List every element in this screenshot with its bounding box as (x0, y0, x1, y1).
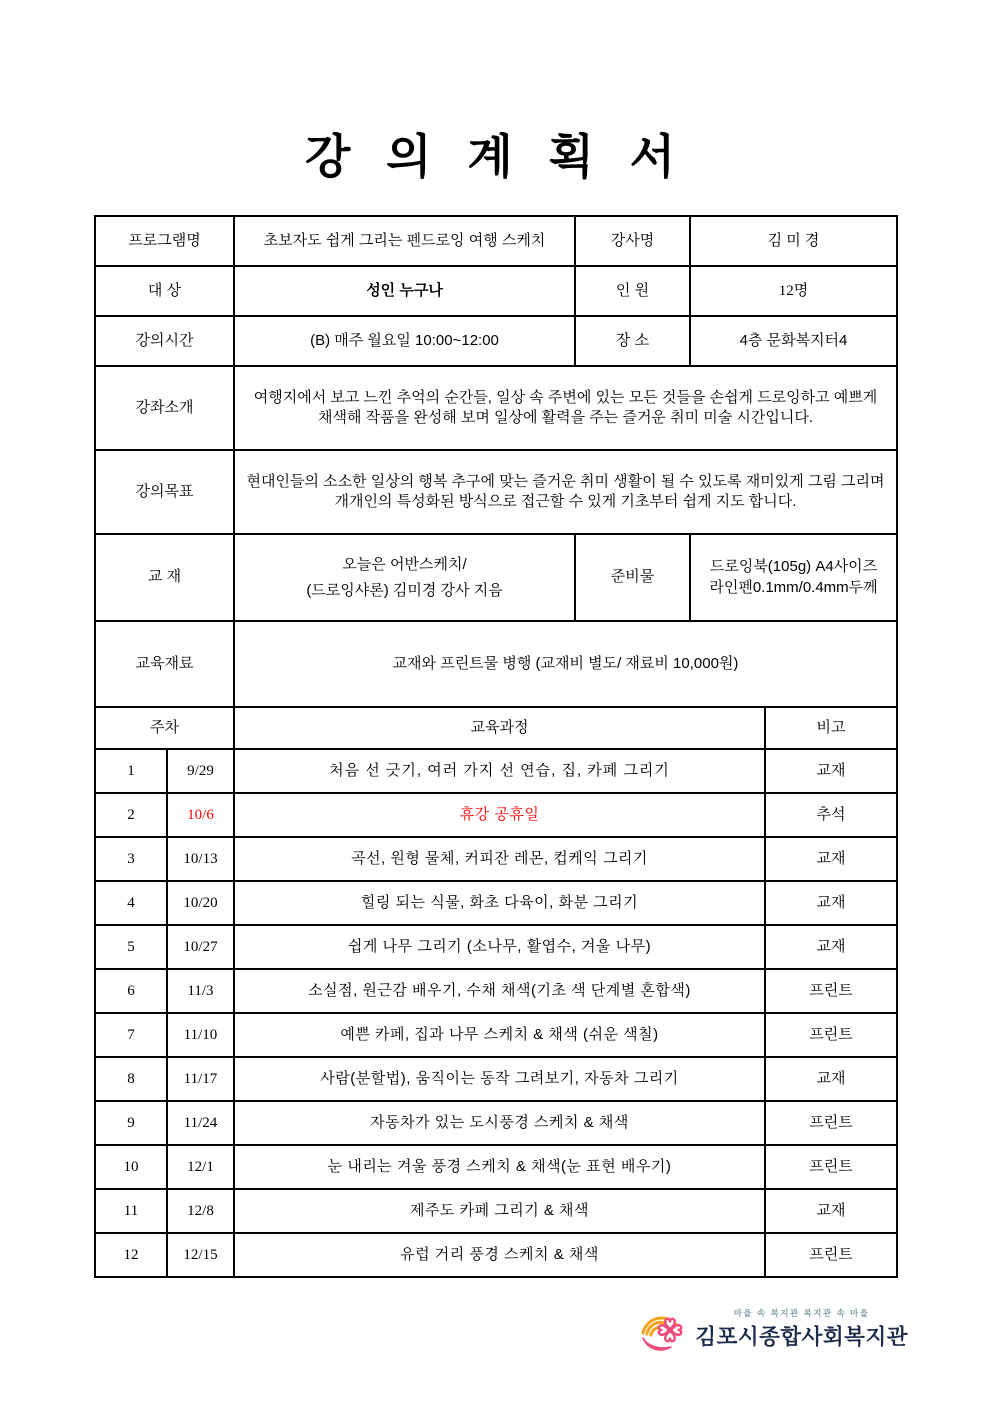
intro-value: 여행지에서 보고 느낀 추억의 순간들, 일상 속 주변에 있는 모든 것들을 손쉽게 드로잉하고 예쁘게 채색해 작품을 완성해 보며 일상에 활력을 주는 즐거운 취미 미술 시간입니다. (234, 366, 897, 450)
week-content: 쉽게 나무 그리기 (소나무, 활엽수, 겨울 나무) (234, 925, 765, 969)
week-number: 7 (95, 1013, 167, 1057)
info-row-target (95, 266, 897, 316)
schedule-row (95, 1013, 897, 1057)
welfare-center-logo-icon (641, 1301, 691, 1357)
goal-label: 강의목표 (95, 450, 234, 534)
week-date: 10/6 (167, 793, 234, 837)
week-note: 교재 (765, 925, 897, 969)
schedule-row (95, 749, 897, 793)
week-content: 유럽 거리 풍경 스케치 & 채색 (234, 1233, 765, 1277)
page-title: 강 의 계 획 서 (304, 132, 687, 184)
lecture-plan-table (94, 215, 898, 1278)
week-number: 4 (95, 881, 167, 925)
week-date: 11/24 (167, 1101, 234, 1145)
organization-name: 김포시종합사회복지관 (695, 1325, 908, 1349)
supplies-label: 준비물 (575, 534, 690, 621)
target-label: 대 상 (95, 266, 234, 316)
week-content: 예쁜 카페, 집과 나무 스케치 & 채색 (쉬운 색칠) (234, 1013, 765, 1057)
week-date: 12/1 (167, 1145, 234, 1189)
info-row-textbook (95, 534, 897, 621)
week-date: 11/17 (167, 1057, 234, 1101)
program-value: 초보자도 쉽게 그리는 펜드로잉 여행 스케치 (234, 216, 575, 266)
info-row-program (95, 216, 897, 266)
week-number: 11 (95, 1189, 167, 1233)
instructor-label: 강사명 (575, 216, 690, 266)
week-content: 사람(분할법), 움직이는 동작 그려보기, 자동차 그리기 (234, 1057, 765, 1101)
week-date: 11/10 (167, 1013, 234, 1057)
week-note: 교재 (765, 749, 897, 793)
organization-tagline: 마을 속 복지관 복지관 속 마을 (733, 1308, 870, 1318)
week-date: 10/13 (167, 837, 234, 881)
week-note: 프린트 (765, 1101, 897, 1145)
place-value: 4층 문화복지터4 (690, 316, 897, 366)
textbook-label: 교 재 (95, 534, 234, 621)
instructor-value: 김 미 경 (690, 216, 897, 266)
week-note: 교재 (765, 1057, 897, 1101)
week-date: 10/27 (167, 925, 234, 969)
goal-value: 현대인들의 소소한 일상의 행복 추구에 맞는 즐거운 취미 생활이 될 수 있도록 재미있게 그림 그리며 개개인의 특성화된 방식으로 접근할 수 있게 기초부터 쉽게 지도 합니다. (234, 450, 897, 534)
week-number: 9 (95, 1101, 167, 1145)
week-note: 프린트 (765, 969, 897, 1013)
week-date: 9/29 (167, 749, 234, 793)
schedule-row (95, 1057, 897, 1101)
week-number: 12 (95, 1233, 167, 1277)
info-row-materials (95, 621, 897, 707)
week-note: 교재 (765, 881, 897, 925)
week-content: 소실점, 원근감 배우기, 수채 채색(기초 색 단계별 혼합색) (234, 969, 765, 1013)
textbook-value-line1: 오늘은 어반스케치/ (342, 555, 467, 573)
schedule-row (95, 1233, 897, 1277)
week-date: 10/20 (167, 881, 234, 925)
organization-logo-text (695, 1307, 908, 1351)
header-course: 교육과정 (234, 707, 765, 749)
capacity-value: 12명 (690, 266, 897, 316)
textbook-value-line2: (드로잉샤론) 김미경 강사 지음 (306, 581, 503, 599)
week-content: 처음 선 긋기, 여러 가지 선 연습, 집, 카페 그리기 (234, 749, 765, 793)
materials-value: 교재와 프린트물 병행 (교재비 별도/ 재료비 10,000원) (234, 621, 897, 707)
schedule-row (95, 925, 897, 969)
week-content: 휴강 공휴일 (234, 793, 765, 837)
week-number: 5 (95, 925, 167, 969)
schedule-header-row (95, 707, 897, 749)
header-week: 주차 (95, 707, 234, 749)
supplies-value (690, 534, 897, 621)
week-content: 곡선, 원형 물체, 커피잔 레몬, 컵케익 그리기 (234, 837, 765, 881)
week-number: 1 (95, 749, 167, 793)
week-content: 제주도 카페 그리기 & 채색 (234, 1189, 765, 1233)
week-number: 2 (95, 793, 167, 837)
info-row-time (95, 316, 897, 366)
schedule-row (95, 1101, 897, 1145)
place-label: 장 소 (575, 316, 690, 366)
week-content: 눈 내리는 겨울 풍경 스케치 & 채색(눈 표현 배우기) (234, 1145, 765, 1189)
week-note: 교재 (765, 1189, 897, 1233)
schedule-row (95, 969, 897, 1013)
week-note: 프린트 (765, 1233, 897, 1277)
schedule-row (95, 1189, 897, 1233)
time-label: 강의시간 (95, 316, 234, 366)
week-number: 6 (95, 969, 167, 1013)
week-date: 12/15 (167, 1233, 234, 1277)
week-date: 11/3 (167, 969, 234, 1013)
week-date: 12/8 (167, 1189, 234, 1233)
materials-label: 교육재료 (95, 621, 234, 707)
schedule-row (95, 837, 897, 881)
info-row-intro (95, 366, 897, 450)
week-content: 자동차가 있는 도시풍경 스케치 & 채색 (234, 1101, 765, 1145)
week-number: 8 (95, 1057, 167, 1101)
organization-logo (641, 1301, 908, 1357)
week-number: 3 (95, 837, 167, 881)
week-note: 프린트 (765, 1013, 897, 1057)
supplies-value-line2: 라인펜0.1mm/0.4mm두께 (709, 578, 878, 596)
week-note: 프린트 (765, 1145, 897, 1189)
week-content: 힐링 되는 식물, 화초 다육이, 화분 그리기 (234, 881, 765, 925)
supplies-value-line1: 드로잉북(105g) A4사이즈 (709, 558, 878, 576)
program-label: 프로그램명 (95, 216, 234, 266)
info-row-goal (95, 450, 897, 534)
header-note: 비고 (765, 707, 897, 749)
textbook-value (234, 534, 575, 621)
schedule-row (95, 881, 897, 925)
week-number: 10 (95, 1145, 167, 1189)
intro-label: 강좌소개 (95, 366, 234, 450)
capacity-label: 인 원 (575, 266, 690, 316)
week-note: 추석 (765, 793, 897, 837)
target-value: 성인 누구나 (234, 266, 575, 316)
schedule-row (95, 1145, 897, 1189)
schedule-row (95, 793, 897, 837)
week-note: 교재 (765, 837, 897, 881)
time-value: (B) 매주 월요일 10:00~12:00 (234, 316, 575, 366)
